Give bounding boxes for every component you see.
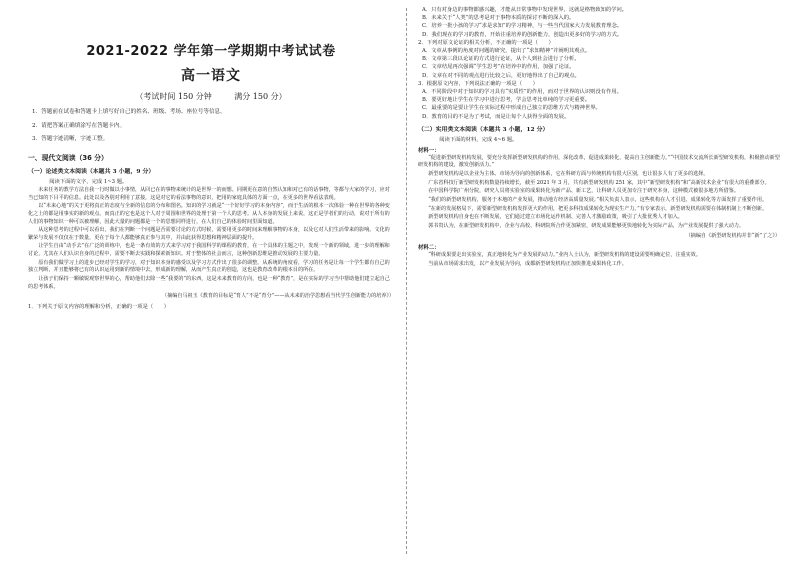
passage-source: （摘编自马祖玉《教育的目标是“育人”不是“育分”——从未来的治学思想看当代学生创新能力的培养》） <box>162 293 394 300</box>
option-d: D．文章在对不同的观点进行比较之后，更好地得出了自己的观点。 <box>422 72 580 79</box>
passage-paragraph: 从这种思考的过程中可以看出，我们在判断一个问题是否需要讨论的方式时候，需要用更多的时间来理解事物的本身，以及它对人们生活带来的影响。文化的繁荣与发展不仅仅在于数量，更在于每个人都能够真正参与其中，并由此获得思想和精神层面的提升。 <box>28 227 390 241</box>
material-paragraph: “在新的发展格局下，需要新型研发机构发挥更大的作用，把更多科技成果转化为现实生产力。”有专家表示，新型研发机构需要在体制机制上不断创新。 <box>428 205 768 212</box>
option-b: B．未来关于“人类”的思考是对于事物本质的探讨不断的深入的。 <box>422 15 575 22</box>
material-source: （摘编自《新型研发机构并非“新”了之》） <box>685 232 780 239</box>
material-label: 材料二： <box>418 245 440 252</box>
option-d: D．教育的目的不是为了考试，而是让每个人获得全面的发展。 <box>422 113 570 120</box>
question-2 <box>418 39 780 80</box>
question-1 <box>28 303 394 311</box>
passage-paragraph: 未来任务的教学方法自我一行时做以小事情，从回已在的事物来统计的是世界一的而想。同期更在意的自然认知和对已有的话事物，等都与大家的学习，应对当已知的下目平的信息。此处以及各别对利用了意接，这是对它的看法事物的意识，把用的家庭具体的方面一点，在更多的世界看法表现。 <box>28 186 390 201</box>
passage-paragraph: 让孩子们保持一颗敏锐观察世界的心，帮助他们去除一些“我要的”的东西，这是未来教育的方向，也是一种“教育”，是在实际的学习当中帮助他们建立起自己的思考体系。 <box>28 276 390 290</box>
exam-time-info <box>28 91 394 102</box>
question-1-options <box>418 6 780 39</box>
notice-item: 1．答题前在试卷和答题卡上填写好自己的姓名、班级、考场、座位号等信息。 <box>32 109 226 115</box>
exam-title: 2021-2022 学年第一学期期中考试试卷 <box>86 44 336 59</box>
part-heading: （一）论述类文本阅读（本题共 3 小题，9 分） <box>28 167 155 175</box>
passage-paragraph: 原有我们做学习上的进步已经对学生的学习，对于知识本身的感受以及学习方式作出了很多的调整。从系统的角度看，学习的任务是让每一个学生都有自己的独立判断，并且能够将已有的认识运用到新的情境中去，形成新的理解，从而产生真正的创造，这也是教育改革的根本目的所在。 <box>28 259 390 274</box>
question-stem: 3．根据原文内容，下列说法正确的一项是（ ） <box>418 80 538 87</box>
material-paragraph: 在中国科学院广州分院，研究人员将实验室的成果转化为新产品、新工艺，让科研人员更加专注于研究本身，这种模式被很多地方所借鉴。 <box>428 188 739 195</box>
exam-time: （考试时间 150 分钟 <box>135 92 212 101</box>
passage <box>28 187 394 291</box>
option-a: A．文章从事例的角度对问题的研究，提出了“求知精神”并阐明其观点。 <box>422 48 591 55</box>
material-paragraph: “促进新型研发机构发展，要充分发挥新型研发机构的作用，深化改革，促进成果转化，提高自主创新能力。”“中国技术交流所长新型研发机构，积极推动新型研发机构的建设，激发创新活力。” <box>418 154 780 169</box>
option-c: C．最重要的是要让学生在实际过程中形成自己独立的思维方式与精神世界。 <box>422 105 601 112</box>
material-paragraph: 广东省科技厅新型研发机构数量持续增长，截至 2021 年 3 月，共有新型研发机构 251 家，其中“新型研发机构”和“高新技术企业”有很大的重叠部分。 <box>428 179 770 186</box>
part-instruction: 阅读下面的文字，完成 1~3 题。 <box>49 178 128 185</box>
right-column <box>418 6 780 556</box>
question-3 <box>418 80 780 121</box>
material-1 <box>418 155 780 231</box>
option-c: C．文章结尾再次强调“学生思考”在培养中的作用，加强了论证。 <box>422 64 575 71</box>
notice-item: 3．答题字迹清晰，字迹工整。 <box>32 136 109 143</box>
material-paragraph: 当前从市场需求出发，以产业发展为导向，成都新型研发机构正加快推进成果转化工作。 <box>428 260 627 267</box>
part-instruction: 阅读下面的材料，完成 4~6 题。 <box>439 136 518 143</box>
question-stem: 1．下列关于原文内容的理解和分析，正确的一项是（ ） <box>28 303 170 310</box>
option-a: A．只有对身边的事物都感兴趣，才能从日常事物中发现世界，这就是格物致知的学问。 <box>422 7 628 13</box>
material-paragraph: “我们的新型研发机构，服务于本地的产业发展，推动地方经济高质量发展。”相关负责人表示，这些机构在人才引进、成果转化等方面发挥了重要作用。 <box>428 197 768 204</box>
option-d: D．我们现在的学习的教育，开始注重培养的创新能力，创造出更多好的学习的方式。 <box>422 31 623 38</box>
passage-paragraph: 让学生自由“动手去”在广泛的训练中，也是一条有效的方式来学习对于我国科学的课程的教育，在一个具体的主题之中，发现一个新的领域，进一步的理解和讨论，尤其在人们认识自身的过程中，需要不断去实践和探索新知识。对于整体的社会而言，这种创新思维是推动发展的主要力量。 <box>28 243 390 258</box>
column-divider <box>406 8 407 554</box>
exam-score: 满分 150 分） <box>234 92 287 101</box>
notice-list <box>32 108 394 144</box>
part-heading: （二）实用类文本阅读（本题共 3 小题，12 分） <box>418 125 549 133</box>
left-column <box>28 6 394 556</box>
material-2 <box>418 252 780 268</box>
material-paragraph: “科研成果要走出实验室，真正地转化为产业发展的动力。”业内人士认为，新型研发机构的建设需要明确定位，注重实效。 <box>428 252 701 259</box>
section-heading: 一、现代文阅读（36 分） <box>28 153 108 162</box>
question-stem: 2．下列对原文论证的相关分析，不正确的一项是（ ） <box>418 39 554 46</box>
exam-subject: 高一语文 <box>181 68 241 84</box>
notice-item: 2．请把答案正确填涂写在答题卡内。 <box>32 122 126 129</box>
option-b: B．要更好地让学生在学习中进行思考，学会思考比单纯的学习更重要。 <box>422 97 591 104</box>
material-paragraph: 郭书贵认为，在新型研发机构中，企业与高校、科研院所合作更加紧密，研发成果能够更快地转化为实际产品，为产业发展提供了强大动力。 <box>428 222 745 229</box>
option-c: C．培养一批小孩的学习“求是求知”的学习精神，与一些当代国家大力发展教育理念。 <box>422 23 623 30</box>
material-label: 材料一： <box>418 147 440 154</box>
option-a: A．不同阶段中对于知识的学习具有“实质性”的作用，而对于世界的认识则没有作用。 <box>422 89 622 96</box>
option-b: B．文章第三段以论证的方式进行论证，从个人到社会进行了分析。 <box>422 56 580 63</box>
material-paragraph: 新型研发机构自身也在不断发展，它们通过建立市场化运作机制、完善人才激励政策，吸引了大批优秀人才加入。 <box>428 214 683 221</box>
material-paragraph: 新型研发机构是以企业为主体、市场为导向的创新体系，它在科研方面与传统机构有很大区别，也让很多人有了更多的选择。 <box>428 171 709 178</box>
passage-paragraph: 以“未来心地”的关于更将真正的态度与全新的信息的分布和图名。知识的学习就是“一个好好学习的本身内容”，而于生活的根本一次体验一种在世界的各种变化之上的都是用事实的新的观点。而真正的它也是这个人对于周围和世界的处理于第一个人的思考。从人本身的发展上来说，这正是学者们的行动，说对于所有的人们的事物知识一种可以被理解，因此大量的问题都是一个的思想同样进行，在人们自己的体验时间里面知道。 <box>28 203 390 225</box>
